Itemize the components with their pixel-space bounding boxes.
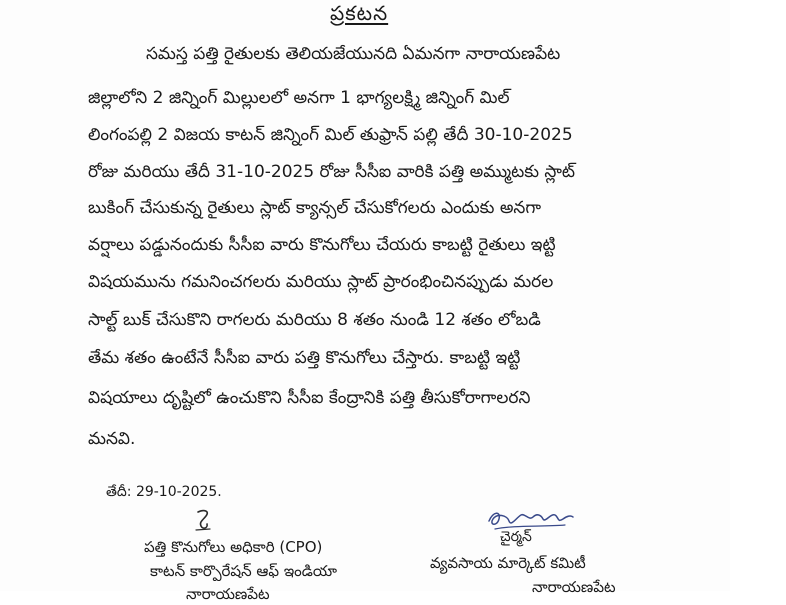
- notice-line: జిల్లాలోని 2 జిన్నింగ్ మిల్లులలో అనగా 1 భాగ్యలక్ష్మి జిన్నింగ్ మిల్: [88, 88, 510, 108]
- notice-line: వర్షాలు పడ్డునందుకు సీసీఐ వారు కొనుగోలు చేయరు కాబట్టి రైతులు ఇట్టి: [88, 235, 556, 255]
- amc-chairman-label: చైర్మన్: [500, 529, 532, 545]
- cpo-organization: కాటన్ కార్పొరేషన్ ఆఫ్ ఇండియా: [150, 562, 337, 580]
- notice-title: ప్రకటన: [330, 1, 389, 25]
- notice-line: మనవి.: [88, 429, 136, 449]
- notice-line: సాల్ట్ బుక్ చేసుకొని రాగలరు మరియు 8 శతం నుండి 12 శతం లోబడి: [88, 310, 541, 330]
- notice-line: బుకింగ్ చేసుకున్న రైతులు స్లాట్ క్యాన్సల్ చేసుకోగలరు ఎందుకు అనగా: [88, 198, 542, 218]
- cpo-signature: [192, 508, 216, 534]
- notice-date: తేదీ: 29-10-2025.: [106, 484, 222, 500]
- amc-place: నారాయణపేట: [532, 578, 616, 596]
- notice-line: విషయాలు దృష్టిలో ఉంచుకొని సీసీఐ కేంద్రానికి పత్తి తీసుకోరాగాలరని: [88, 388, 531, 408]
- notice-line: తేమ శతం ఉంటేనే సీసీఐ వారు పత్తి కొనుగోలు చేస్తారు. కాబట్టి ఇట్టి: [88, 348, 521, 368]
- notice-line: సమస్త పత్తి రైతులకు తెలియజేయునది ఏమనగా నారాయణపేట: [146, 44, 561, 64]
- cpo-designation: పత్తి కొనుగోలు అధికారి (CPO): [144, 538, 323, 556]
- notice-line: రోజు మరియు తేదీ 31-10-2025 రోజు సీసీఐ వారికి పత్తి అమ్ముటకు స్లాట్: [88, 162, 576, 182]
- notice-line: లింగంపల్లి 2 విజయ కాటన్ జిన్నింగ్ మిల్ తుఫ్రాన్ పల్లి తేదీ 30-10-2025: [88, 125, 573, 145]
- notice-line: విషయమును గమనించగలరు మరియు స్లాట్ ప్రారంభించినప్పుడు మరల: [88, 272, 554, 292]
- amc-designation: వ్యవసాయ మార్కెట్ కమిటీ: [430, 554, 586, 572]
- cpo-place: నారాయణపేట: [186, 585, 270, 603]
